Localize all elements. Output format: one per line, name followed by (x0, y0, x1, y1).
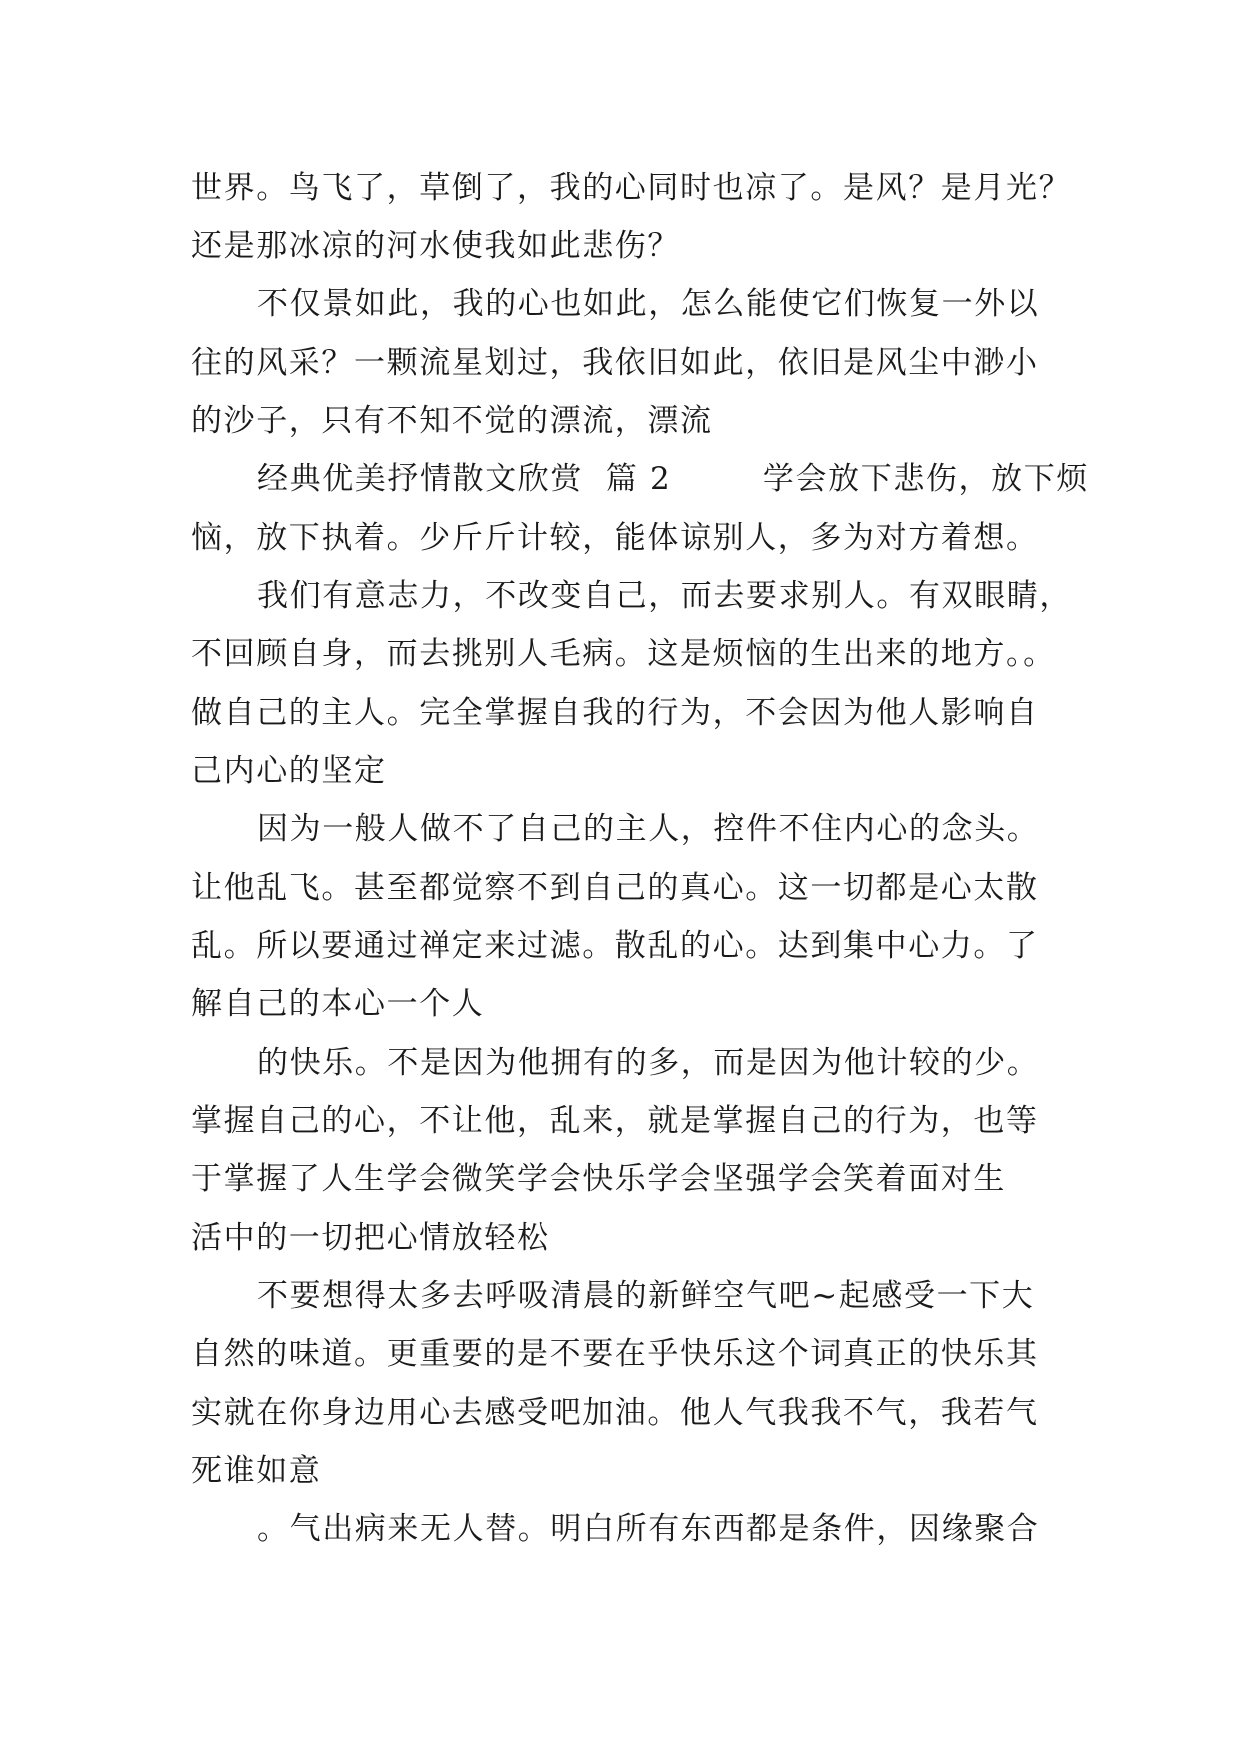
text-line: 让他乱飞。甚至都觉察不到自己的真心。这一切都是心太散 (191, 870, 1039, 906)
text-line: 往的风采？一颗流星划过，我依旧如此，依旧是风尘中渺小 (191, 345, 1039, 381)
text-line: 不回顾自身，而去挑别人毛病。这是烦恼的生出来的地方。。 (191, 636, 1056, 672)
text-line: 解自己的本心一个人 (191, 986, 485, 1022)
text-line: 世界。鸟飞了，草倒了，我的心同时也凉了。是风？是月光？ (191, 170, 1072, 206)
text-line: 自然的味道。更重要的是不要在乎快乐这个词真正的快乐其 (191, 1336, 1039, 1372)
text-line: 掌握自己的心，不让他，乱来，就是掌握自己的行为，也等 (191, 1103, 1039, 1139)
section-heading-line: 经典优美抒情散文欣赏 篇 2 学会放下悲伤，放下烦 (257, 461, 1089, 497)
text-line: 活中的一切把心情放轻松 (191, 1220, 550, 1256)
text-line: 乱。所以要通过禅定来过滤。散乱的心。达到集中心力。了 (191, 928, 1039, 964)
text-line: 己内心的坚定 (191, 753, 387, 789)
text-line: 还是那冰凉的河水使我如此悲伤？ (191, 228, 680, 264)
paragraph-first-line: 不要想得太多去呼吸清晨的新鲜空气吧~起感受一下大 (257, 1278, 1035, 1314)
text-line: 的沙子，只有不知不觉的漂流，漂流 (191, 403, 713, 439)
text-line: 恼，放下执着。少斤斤计较，能体谅别人，多为对方着想。 (191, 520, 1039, 556)
paragraph-first-line: 。气出病来无人替。明白所有东西都是条件，因缘聚合 (257, 1511, 1040, 1547)
paragraph-first-line: 我们有意志力，不改变自己，而去要求别人。有双眼睛， (257, 578, 1072, 614)
paragraph-first-line: 的快乐。不是因为他拥有的多，而是因为他计较的少。 (257, 1045, 1040, 1081)
paragraph-first-line: 因为一般人做不了自己的主人，控件不住内心的念头。 (257, 811, 1040, 847)
text-line: 死谁如意 (191, 1453, 322, 1489)
text-line: 做自己的主人。完全掌握自我的行为，不会因为他人影响自 (191, 695, 1039, 731)
text-line: 于掌握了人生学会微笑学会快乐学会坚强学会笑着面对生 (191, 1161, 1006, 1197)
paragraph-first-line: 不仅景如此，我的心也如此，怎么能使它们恢复一外以 (257, 286, 1040, 322)
text-line: 实就在你身边用心去感受吧加油。他人气我我不气，我若气 (191, 1395, 1039, 1431)
